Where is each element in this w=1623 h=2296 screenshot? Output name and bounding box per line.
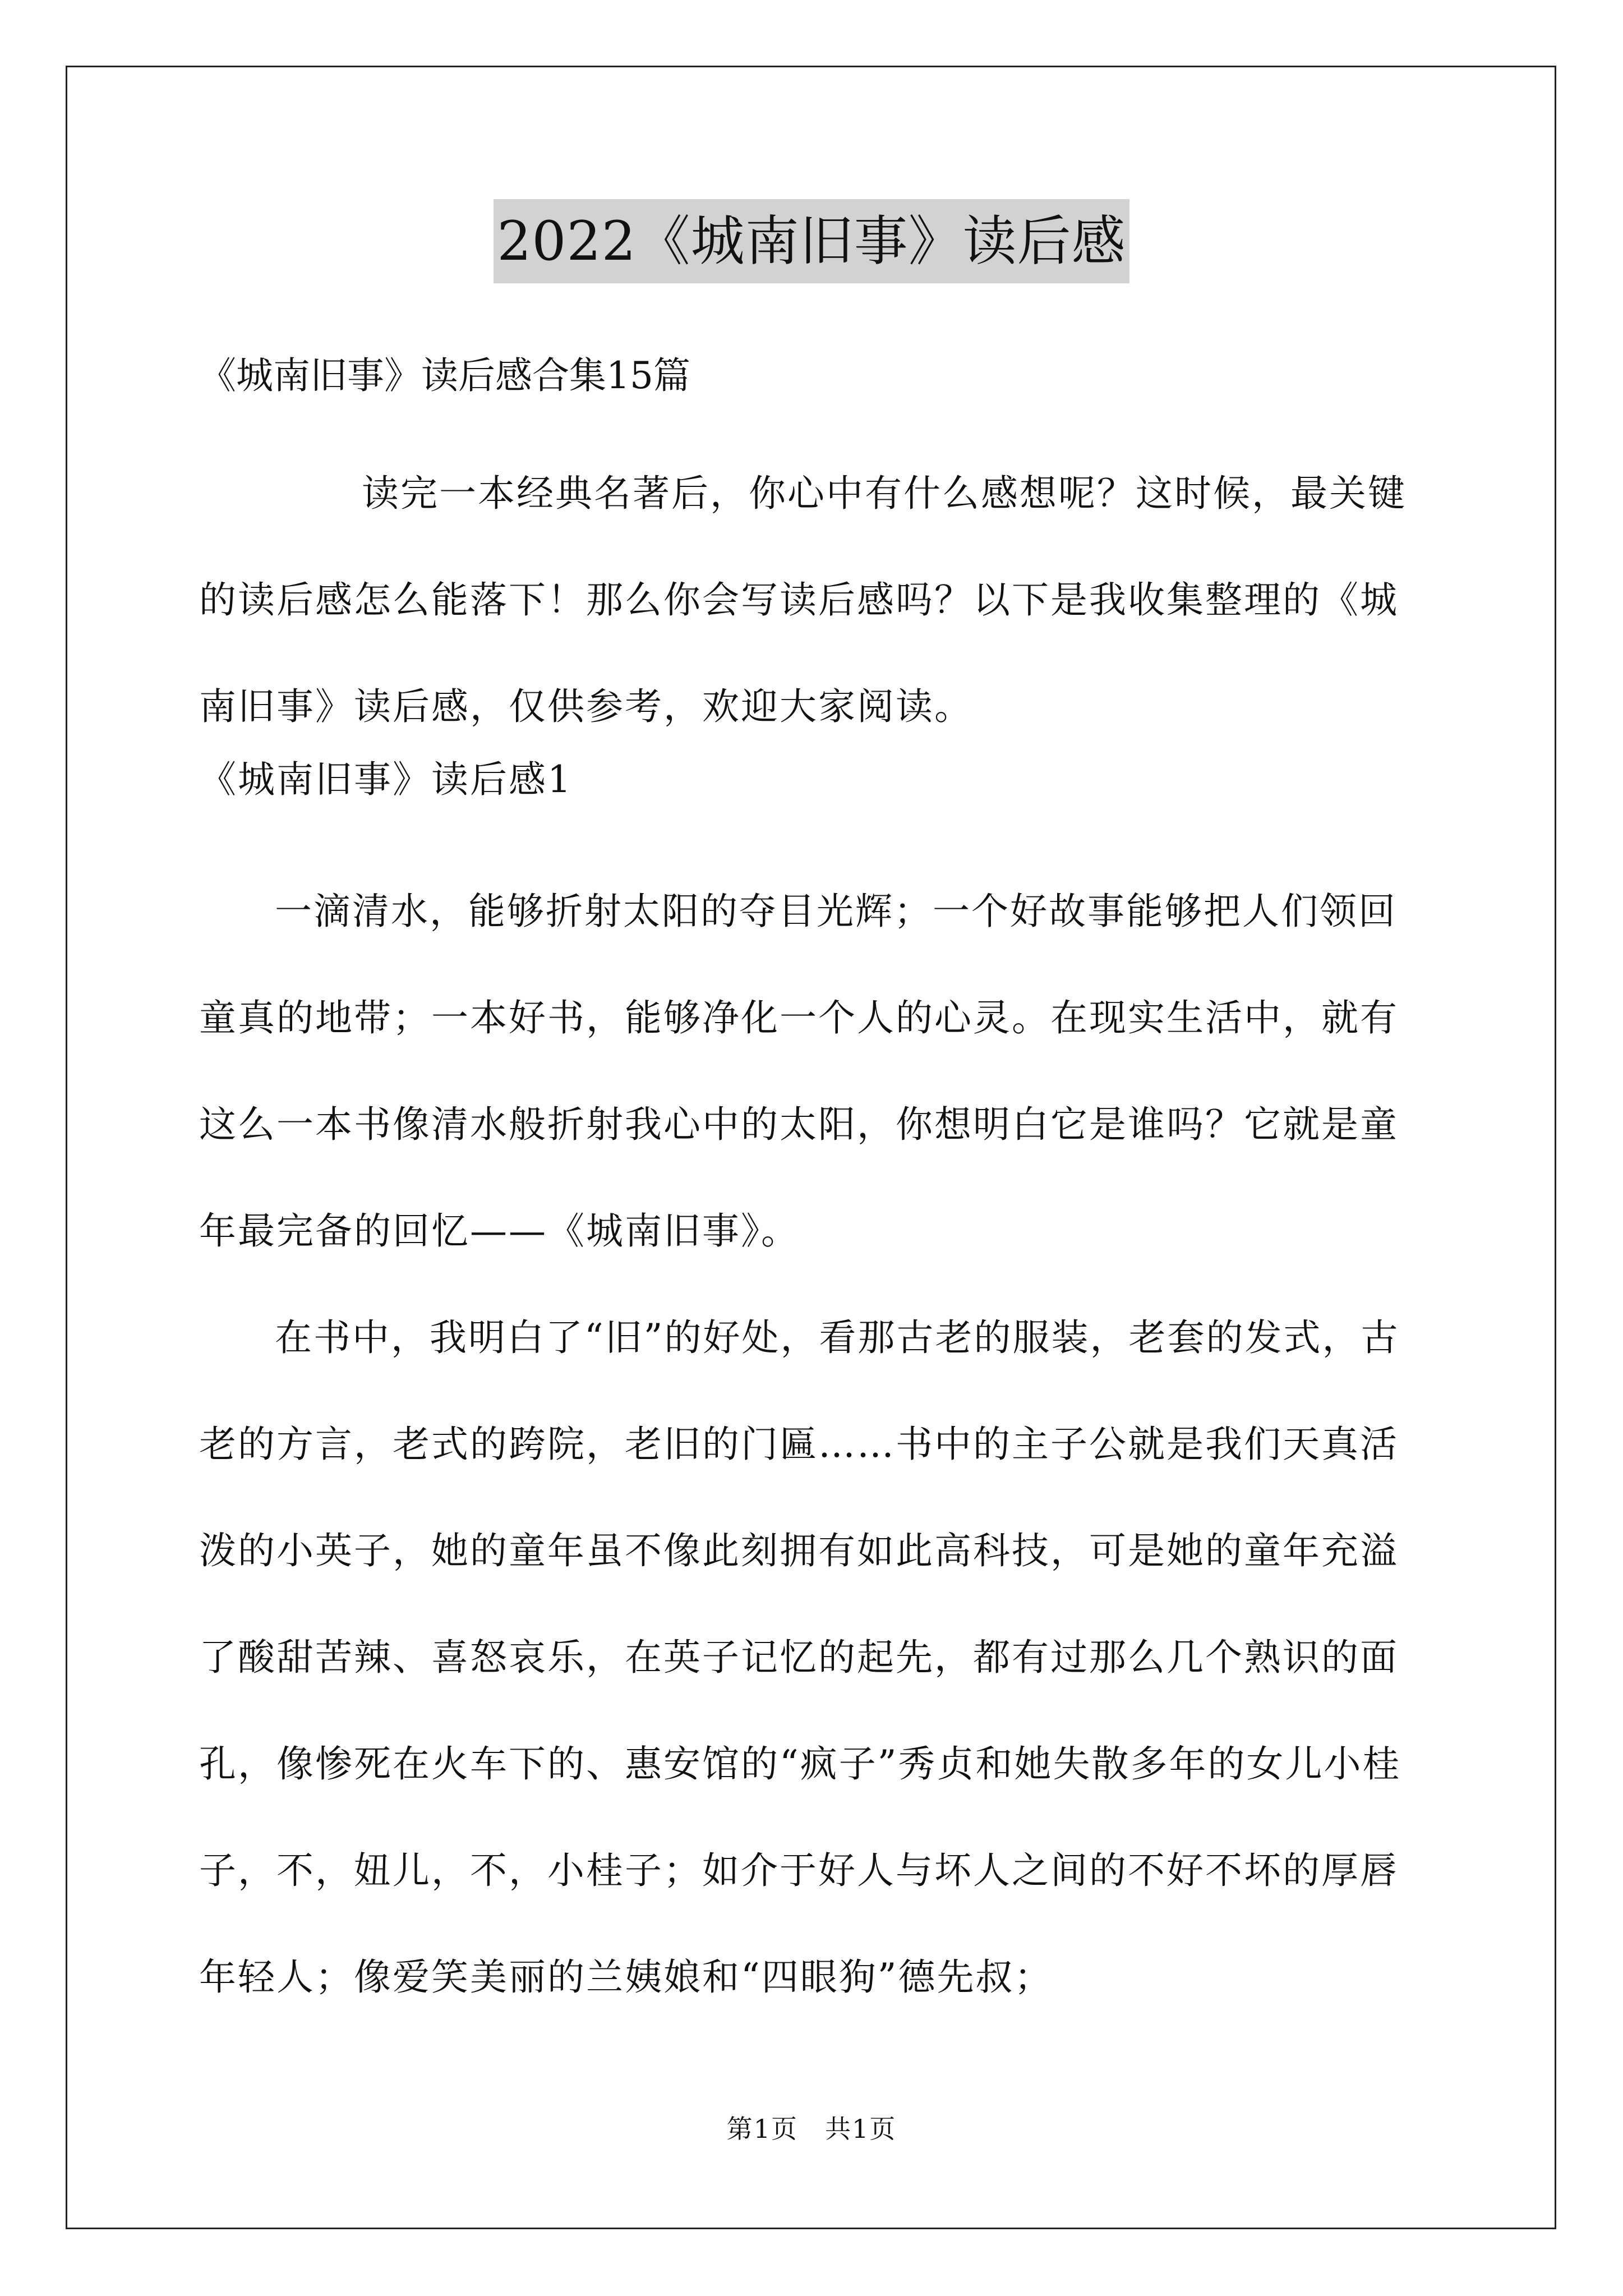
section-heading: 《城南旧事》读后感1 bbox=[199, 758, 573, 801]
document-subtitle: 《城南旧事》读后感合集15篇 bbox=[199, 354, 690, 397]
title-container bbox=[0, 199, 1623, 283]
document-title[interactable]: 2022《城南旧事》读后感 bbox=[494, 199, 1129, 283]
intro-paragraph: 读完一本经典名著后，你心中有什么感想呢？这时候，最关键的读后感怎么能落下！那么你会写读后感吗？以下是我收集整理的《城南旧事》读后感，仅供参考，欢迎大家阅读。 bbox=[199, 472, 1407, 728]
body-paragraph-1: 一滴清水，能够折射太阳的夺目光辉；一个好故事能够把人们领回童真的地带；一本好书，能够净化一个人的心灵。在现实生活中，就有这么一本书像清水般折射我心中的太阳，你想明白它是谁吗？它就是童年最完备的回忆——《城南旧事》。 bbox=[199, 890, 1399, 1253]
page-footer: 第1页 共1页 bbox=[726, 2114, 897, 2144]
body-paragraph-2: 在书中，我明白了“旧”的好处，看那古老的服装，老套的发式，古老的方言，老式的跨院，老旧的门匾……书中的主子公就是我们天真活泼的小英子，她的童年虽不像此刻拥有如此高科技，可是她的童年充溢了酸甜苦辣、喜怒哀乐，在英子记忆的起先，都有过那么几个熟识的面孔，像惨死在火车下的、惠安馆的“疯子”秀贞和她失散多年的女儿小桂子，不，妞儿，不，小桂子；如介于好人与坏人之间的不好不坏的厚唇年轻人；像爱笑美丽的兰姨娘和“四眼狗”德先叔； bbox=[199, 1316, 1401, 1999]
